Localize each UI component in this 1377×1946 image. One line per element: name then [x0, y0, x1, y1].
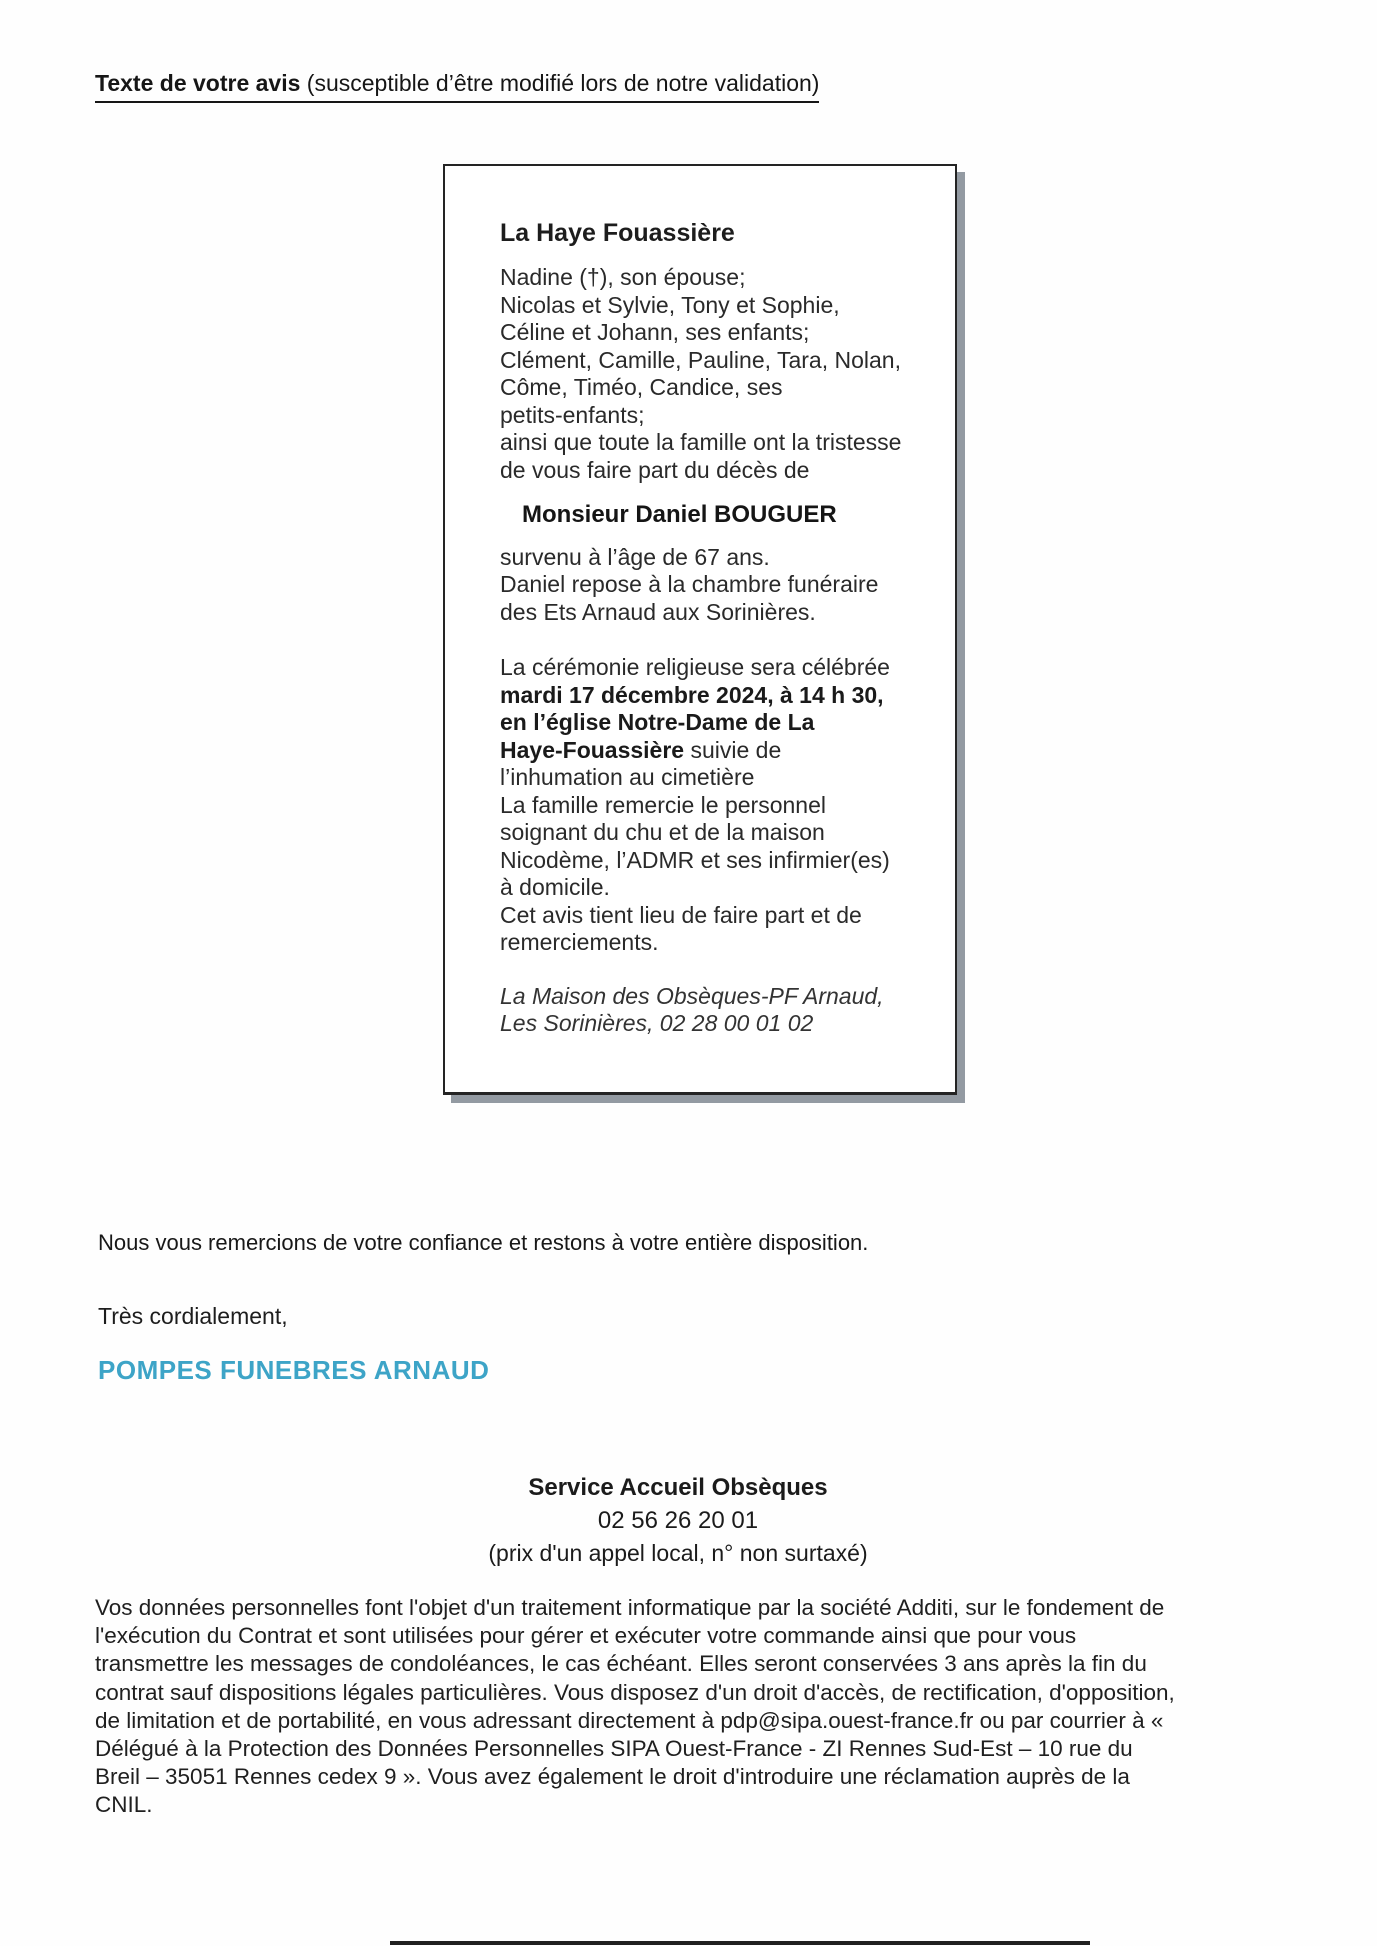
ceremony-date-line: mardi 17 décembre 2024, à 14 h 30,	[500, 681, 884, 708]
ceremony-place-bold: Haye-Fouassière	[500, 736, 685, 763]
ceremony-line: Nicodème, l’ADMR et ses infirmier(es)	[500, 846, 890, 873]
privacy-line: contrat sauf dispositions légales particulières. Vous disposez d'un droit d'accès, de rectification, d'opposition,	[95, 1679, 1175, 1705]
thanks-text: Nous vous remercions de votre confiance et restons à votre entière disposition.	[98, 1230, 869, 1255]
obituary-details-block	[500, 544, 921, 627]
family-line: petits-enfants;	[500, 401, 645, 428]
ceremony-church-line: en l’église Notre-Dame de La	[500, 709, 815, 735]
phone-note: (prix d'un appel local, n° non surtaxé)	[488, 1540, 868, 1566]
privacy-line: l'exécution du Contrat et sont utilisées pour gérer et exécuter votre commande ainsi que pour vous	[95, 1623, 1077, 1649]
family-line: Côme, Timéo, Candice, ses	[500, 374, 783, 400]
privacy-line: transmettre les messages de condoléances, le cas échéant. Elles seront conservées 3 ans après la fin du	[95, 1651, 1147, 1677]
contact-block	[302, 1472, 1054, 1569]
family-line: Clément, Camille, Pauline, Tara, Nolan,	[500, 346, 901, 373]
family-line: Nadine (†), son épouse;	[500, 264, 746, 290]
privacy-line: Vos données personnelles font l'objet d'un traitement informatique par la société Additi, sur le fondement de	[95, 1595, 1165, 1620]
family-line: Nicolas et Sylvie, Tony et Sophie,	[500, 291, 840, 318]
family-line: ainsi que toute la famille ont la tristesse	[500, 429, 902, 455]
header-bold-text: Texte de votre avis	[95, 70, 301, 96]
ceremony-block	[500, 654, 921, 957]
funeral-home-signature	[500, 983, 921, 1038]
signature-line: La Maison des Obsèques-PF Arnaud,	[500, 982, 884, 1009]
ceremony-line: l’inhumation au cimetière	[500, 764, 755, 790]
privacy-notice	[95, 1594, 1325, 1820]
ceremony-line: remerciements.	[500, 929, 659, 955]
details-line: survenu à l’âge de 67 ans.	[500, 543, 770, 570]
obituary-city: La Haye Fouassière	[500, 219, 735, 247]
scan-artifact-line	[390, 1941, 1090, 1945]
header-note-text: (susceptible d’être modifié lors de notre validation)	[300, 70, 820, 96]
service-name: Service Accueil Obsèques	[528, 1474, 828, 1501]
page-title	[95, 70, 819, 103]
ceremony-place-rest: suivie de	[684, 736, 782, 763]
details-line: des Ets Arnaud aux Sorinières.	[500, 598, 816, 625]
family-line: de vous faire part du décès de	[500, 456, 810, 483]
ceremony-line	[500, 737, 921, 765]
phone-number: 02 56 26 20 01	[597, 1507, 759, 1534]
ceremony-line: à domicile.	[500, 874, 610, 900]
obituary-card	[443, 164, 957, 1095]
family-line: Céline et Johann, ses enfants;	[500, 319, 810, 345]
privacy-line: Breil – 35051 Rennes cedex 9 ». Vous avez également le droit d'introduire une réclamation auprès de la	[95, 1764, 1130, 1790]
signature-line: Les Sorinières, 02 28 00 01 02	[500, 1010, 814, 1036]
privacy-line: CNIL.	[95, 1792, 153, 1818]
obituary-family-block	[500, 264, 921, 484]
ceremony-line: soignant du chu et de la maison	[500, 819, 825, 845]
ceremony-line: La famille remercie le personnel	[500, 791, 826, 818]
ceremony-line: Cet avis tient lieu de faire part et de	[500, 901, 862, 928]
ceremony-line: La cérémonie religieuse sera célébrée	[500, 654, 890, 680]
closing-text: Très cordialement,	[98, 1303, 288, 1329]
privacy-line: de limitation et de portabilité, en vous adressant directement à pdp@sipa.ouest-france.fr ou par courrier à «	[95, 1707, 1164, 1733]
deceased-name: Monsieur Daniel BOUGUER	[522, 501, 837, 528]
company-name: POMPES FUNEBRES ARNAUD	[98, 1355, 490, 1385]
privacy-line: Délégué à la Protection des Données Personnelles SIPA Ouest-France - ZI Rennes Sud-Est – 10 rue du	[95, 1736, 1133, 1762]
details-line: Daniel repose à la chambre funéraire	[500, 571, 879, 597]
